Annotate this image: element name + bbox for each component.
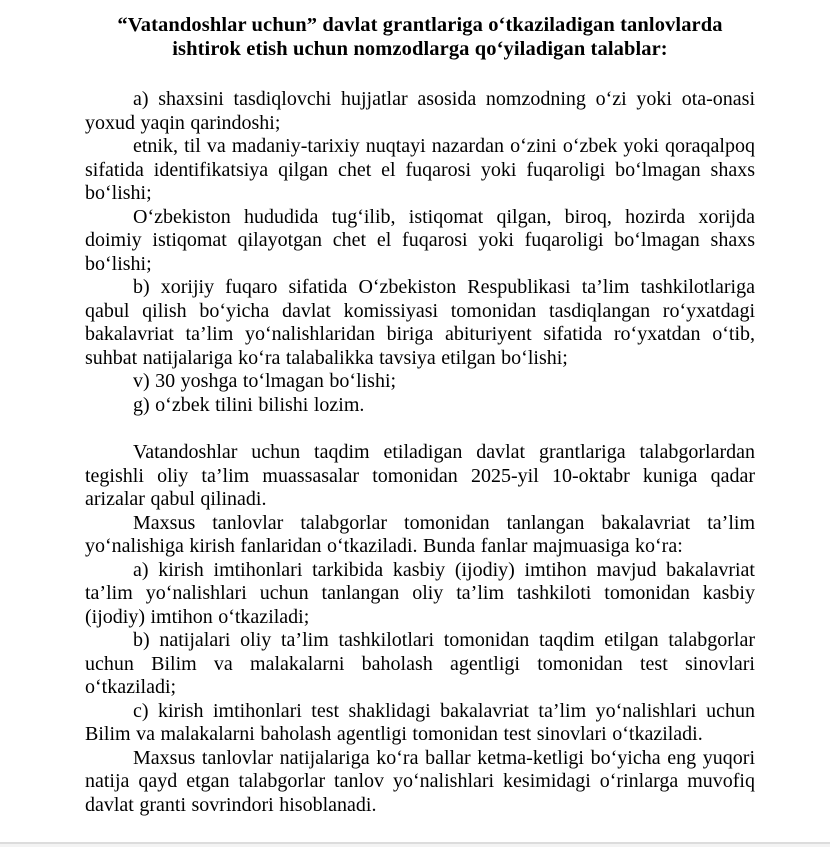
- paragraph-application-deadline: Vatandoshlar uchun taqdim etiladigan davlat grantlariga talabgorlardan tegishli oliy ta’lim muassasalar tomonidan 2025-yil 10-oktabr kuniga qadar arizalar qabul qilinadi.: [85, 441, 755, 510]
- requirements-section: [85, 88, 755, 417]
- procedure-section: [85, 441, 755, 817]
- paragraph-requirement-g: g) o‘zbek tilini bilishi lozim.: [133, 393, 365, 416]
- paragraph-procedure-c: c) kirish imtihonlari test shaklidagi bakalavriat ta’lim yo‘nalishlari uchun Bilim va malakalarni baholash agentligi tomonidan test sinovlari o‘tkaziladi.: [85, 699, 755, 745]
- paragraph-requirement-residence: O‘zbekiston hududida tug‘ilib, istiqomat qilgan, biroq, hozirda xorijda doimiy istiqomat qilayotgan chet el fuqarosi yoki fuqaroligi bo‘lmagan shaxs bo‘lishi;: [85, 205, 755, 275]
- paragraph-requirement-b: b) xorijiy fuqaro sifatida O‘zbekiston Respublikasi ta’lim tashkilotlariga qabul qilish bo‘yicha davlat komissiyasi tomonidan tasdiqlangan ro‘yxatdagi bakalavriat ta’lim yo‘nalishlaridan biriga abituriyent sifatida ro‘yxatdan o‘tib, suhbat natijalariga ko‘ra talabalikka tavsiya etilgan bo‘lishi;: [85, 276, 755, 369]
- paragraph-requirement-v: v) 30 yoshga to‘lmagan bo‘lishi;: [133, 370, 397, 392]
- paragraph-special-contests: Maxsus tanlovlar talabgorlar tomonidan tanlangan bakalavriat ta’lim yo‘nalishiga kirish fanlaridan o‘tkaziladi. Bunda fanlar majmuasiga ko‘ra:: [85, 511, 755, 557]
- paragraph-requirement-a: a) shaxsini tasdiqlovchi hujjatlar asosida nomzodning o‘zi yoki ota-onasi yoxud yaqin qarindoshi;: [85, 88, 755, 134]
- paragraph-procedure-b: b) natijalari oliy ta’lim tashkilotlari tomonidan taqdim etilgan talabgorlar uchun Bilim va malakalarni baholash agentligi tomonidan test sinovlari o‘tkaziladi;: [85, 629, 755, 698]
- paragraph-procedure-a: a) kirish imtihonlari tarkibida kasbiy (ijodiy) imtihon mavjud bakalavriat ta’lim yo‘nalishlari uchun tanlangan oliy ta’lim tashkiloti tomonidan kasbiy (ijodiy) imtihon o‘tkaziladi;: [85, 558, 755, 628]
- paragraph-results: Maxsus tanlovlar natijalariga ko‘ra ballar ketma-ketligi bo‘yicha eng yuqori natija qayd etgan talabgorlar tanlov yo‘nalishlari kesimidagi o‘rinlarga muvofiq davlat granti sovrindori hisoblanadi.: [85, 746, 755, 816]
- document-title: “Vatandoshlar uchun” davlat grantlariga o‘tkaziladigan tanlovlarda ishtirok etish uchun nomzodlarga qo‘yiladigan talablar:: [117, 14, 723, 60]
- paragraph-requirement-ethnic: etnik, til va madaniy-tarixiy nuqtayi nazardan o‘zini o‘zbek yoki qoraqalpoq sifatida identifikatsiya qilgan chet el fuqarosi yoki fuqaroligi bo‘lmagan shaxs bo‘lishi;: [85, 135, 755, 204]
- page-bottom-edge: [0, 842, 830, 847]
